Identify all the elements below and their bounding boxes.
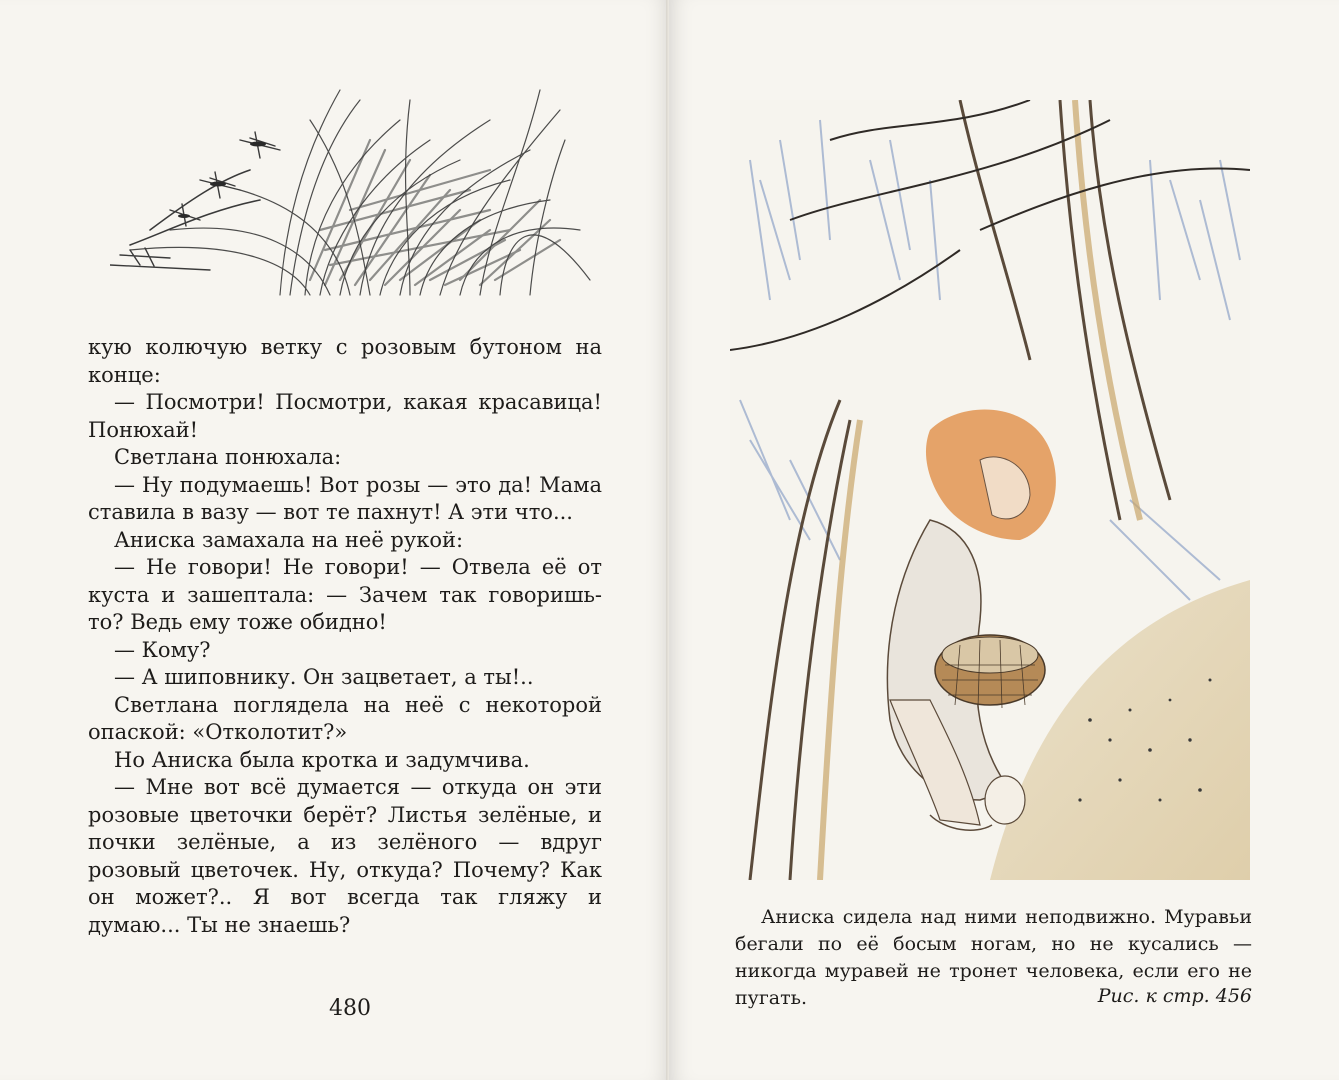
girl-in-forest-illustration bbox=[730, 100, 1250, 880]
paragraph: — Посмотри! Посмотри, какая красавица! Понюхай! bbox=[88, 390, 602, 442]
story-text bbox=[88, 334, 602, 939]
paragraph: — Не говори! Не говори! — Отвела её от куста и зашептала: — Зачем так говоришь-то? Ведь ему тоже обидно! bbox=[88, 555, 602, 634]
caption-text: Аниска сидела над ними неподвижно. Муравьи бегали по её босым ногам, но не кусались — никогда муравей не тронет человека, если его не пугать. bbox=[735, 906, 1252, 1009]
paragraph: — Ну подумаешь! Вот розы — это да! Мама ставила в вазу — вот те пахнут! А эти что... bbox=[88, 472, 602, 524]
paragraph: Аниска замахала на неё рукой: bbox=[114, 527, 464, 552]
page-number: 480 bbox=[329, 996, 371, 1021]
paragraph: Светлана понюхала: bbox=[114, 445, 342, 469]
grass-dragonfly-sketch bbox=[110, 80, 600, 305]
paragraph: Светлана поглядела на неё с некоторой опаской: «Отколотит?» bbox=[88, 692, 602, 744]
illustration-reference: Рис. к стр. 456 bbox=[1097, 985, 1252, 1007]
paragraph: — Мне вот всё думается — откуда он эти розовые цветочки берёт? Листья зелёные, и почки зелёные, а из зелёного — вдруг розовый цветочек. Ну, откуда? Почему? Как он может?.. Я вот всегда так гляжу и думаю... Ты не знаешь? bbox=[88, 775, 602, 937]
paragraph: — А шиповнику. Он зацветает, а ты!.. bbox=[114, 665, 534, 689]
left-page bbox=[0, 0, 669, 1080]
paragraph: кую колючую ветку с розовым бутоном на конце: bbox=[88, 335, 602, 387]
paragraph: Но Аниска была кротка и задумчива. bbox=[114, 747, 530, 772]
paragraph: — Кому? bbox=[114, 637, 211, 662]
